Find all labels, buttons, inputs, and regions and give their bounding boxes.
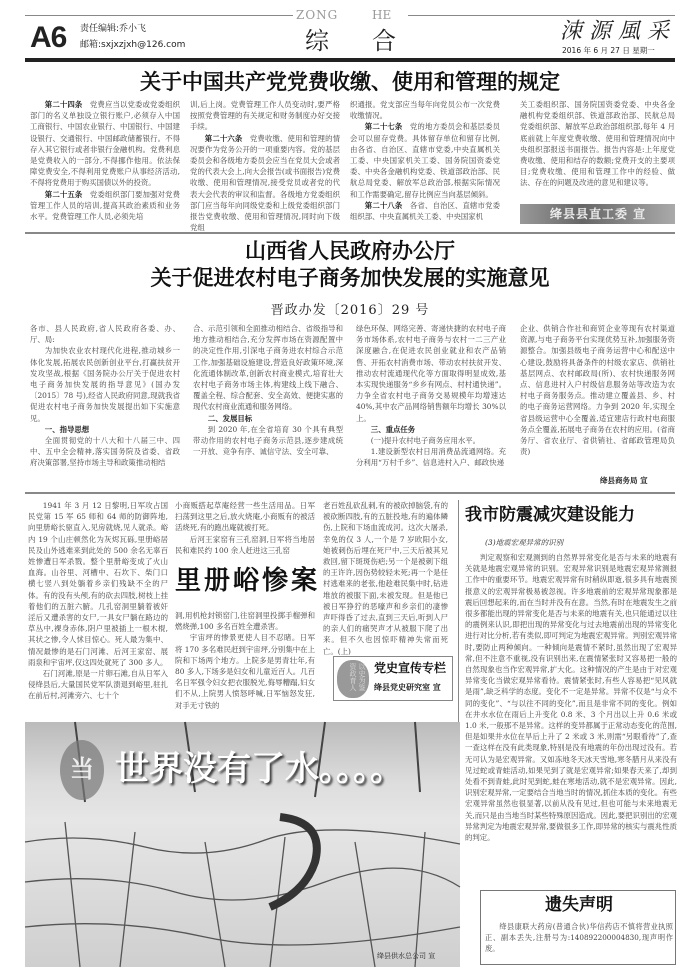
fish-icon [270,817,317,907]
header-rule [25,58,675,62]
article3-title: 里册峪惨案 [175,566,321,596]
pinyin-left: ZONG [296,8,339,22]
ad-slogan-prefix: 当 [70,754,94,783]
header-top-rule [25,15,293,16]
article4-title: 我市防震减灾建设能力 [465,505,635,525]
article1-col-1: 第二十四条 党费应当以党委或党委组织部门的名义单独设立银行账户,必须存入中国工商银行、中国农业银行、中国银行、中国建设银行、交通银行、中国邮政储蓄银行。不得存入其它银行或者非银行金融机构。党费利息是党费收入的一部分,不得挪作他用。依法保障党费安全,不得利用党费账户从事经济活动,不得将党费用于购买国债以外的投资。 第二十五条 党委组织部门要加强对党费管理工作人员的培训,提高其政治素质和业务水平。党费管理工作人员,必须先培 [30,100,180,222]
article1-col-3: 织通报。党支部应当每年向党员公布一次党费收缴情况。 第二十七条 党的地方委员会和基层委员会可以留存党费。具体留存单位和留存比例,由各省、自治区、直辖市党委,中央直属机关工委、中央国家机关工委、国务院国资委党委、中央各金融机构党委、铁道部政治部、民航总局党委、解放军总政治部,根据实际情况和工作需要确定,留存比例应当向基层倾斜。 第二十八条 各省、自治区、直辖市党委组织部、中央直属机关工委、中央国家机 [350,100,500,222]
divider [25,492,675,494]
divider [25,232,675,234]
lost-notice-body: 绛县康联大药房(普通合伙)华信药店不慎将营业执照正、副本丢失,注册号为:140892200004830,现声明作废。 [485,922,673,953]
article3-col-4: 老百姓乱砍乱刺,有的被砍掉脑袋,有的被砍断四肢,有的五脏投地,有的遍体鳞伤,上院和下场血流成河。这次大屠杀,幸免的仅 3 人,一个是 7 岁欧阳小女,她被刺伤后埋在死尸中,三天后被其兄救回,留下斑斑伤疤;另一个是被刺下组的王许许,因伤势较轻未死;再一个是任村逃难来的老张,他趁难民集中时,钻进堆放的被服下面,未被发现。但是他已被日军狰狞的恶嚎声和乡亲们的凄惨声吓得昏了过去,直到三天后,听到人尸的亲人们的痛哭声才从被服下爬了出来。但不久也因惊吓精神失常而死亡。(上) [323,501,448,656]
article4-body: 判定观察和宏观测到的自然界异常变化是否与未来的地震有关就是地震宏观异常的识别。宏观异常识别是地震宏观异常测报工作中的重要环节。地震宏观异常有时稍纵即逝,很多具有地震预报意义的宏观异常极易被忽视。许多地震前的宏观异常现象都是震后回想起来的,而在当时并没有在意。当然,有时在地震发生之前很多都能出现的异常变化是否与未来的地震有关,也只能通过以往的震例来认识,即把出现的异常变化与过去地震前出现的异常变化进行对比分析,若有类似,即可判定为地震宏观异常。判别宏观异常时,要防止两种倾向。一种倾向是震情不紧时,虽然出现了宏观异常,但不注意不重视,没有识别出来,在震情紧张时又容易把一般的自然现象也当作宏观异常,扩大化。这种情况的产生是由于对宏观异常变化当做宏观异常看待。震情紧张时,有些人容易把“见风就是雨”,缺乏科学的态度。变化不一定是异常。异常不仅是“与众不同的变化”、“与以往不同的变化”,而且是非常不同的变化。例如在井水水位在雨后上升变化 0.8 米、3 个月出以上升 0.6 米或 1.0 米,一般那不是异常。这样的变异都属于正常动态变化的范围,但是如果井水位在旱后上升了 2 米或 3 米,则需“另眼看待”了,查一查这样在没有此类现象,特别是没有地震的年份出现过没有。若无可认为是宏观异常。又如冻地冬天冰天雪地,寒冬腊月从来没有见过蛇或青蛙活动,如果见到了就是宏观异常;如果春天来了,却到处看不到青蛙,此时见到蛇,蛙在寒地活动,就不是宏观异常。因此,识别宏观异常,一定要结合当地当时的情况,抓住本质的变化。有些宏观异常虽然也很显著,以前从没有见过,但也可能与未来地震无关,而只是由当地当时某些特殊原因造成。因此,要把识别出的宏观异常判定为地震宏观异常,要做很多工作,即异常的核实与震兆性质的判定。 [465,553,677,843]
pinyin-right: HE [372,8,392,22]
article3-col-3: 洞,用机枪封锁窑门,往窑洞里投掷手榴弹和燃烧弹,100 多名百姓全遭杀害。 宇宙坪的惨景更使人目不忍睹。日军将 170 多名难民赶到宇宙坪,分别集中在上院和下场两个地方。上院多是男青壮年,有 80 多人,下场多是妇女和儿童近百人。几百名日军强令妇女把衣服脱光,侮辱糟蹋,妇女们不从,上院男人愤怒呼喊,日军恼怒发狂,对手无寸铁的 [175,611,315,710]
article2-col-4: 企业、供销合作社和商贸企业等现有农村渠道资源,与电子商务平台实现优势互补,加强服务资源整合。加强县级电子商务运营中心和配送中心建设,鼓励将具备条件的村级农家店、供销社基层网点、农村邮政局(所)、农村快递服务网点、信息进村入户村级信息服务站等改造为农村电子商务服务点。推动建立覆盖县、乡、村的电子商务运营网络。力争到 2020 年,实现全省县级运营中心全覆盖,适宜建店行政村电商服务点全覆盖,拓展电子商务在农村的应用。(省商务厅、省农业厅、省供销社、省邮政管理局负责) [520,324,675,457]
lost-notice-title: 遗失声明 [545,895,613,915]
paper-name: 涑 源 風 采 [560,19,669,44]
issue-date: 2016 年 6 月 27 日 星期一 [562,46,655,55]
editor: 责任编辑:乔小飞 [80,24,147,34]
ad-slogan: 世界没有了水。。。。 [115,749,404,789]
article2-title-line2: 关于促进农村电子商务加快发展的实施意见 [150,265,550,290]
article1-col-4: 关工委组织部、国务院国资委党委、中央各金融机构党委组织部、铁道部政治部、民航总局党委组织部、解放军总政治部组织部,每年 4 月底前就上年度党费收缴、使用和管理情况向中央组织部报送书面报告。报告内容是:上年度党费收缴、使用和结存的数额;党费开支的主要项目;党费收缴、使用和管理工作中的经验、做法、存在的问题及改进的意见和建议等。 [520,100,675,188]
email: 邮箱:sxjxzjxh@126.com [80,40,186,50]
ad-sponsor: 绛县供水总公司 宣 [377,952,436,960]
page-number: A6 [30,21,67,54]
article2-doc-number: 晋政办发〔2016〕29 号 [270,303,430,318]
section-title-right: 合 [372,27,396,55]
article2-col-3: 绿色环保、网络完善、寄递快捷的农村电子商务市场体系,农村电子商务与农村一二三产业深度融合,在促进农民创业就业和农产品销售、开拓农村消费市场、带动农村扶贫开发、推动农村流通现代化等方面取得明显成效,基本实现快递服务“乡乡有网点、村村通快递”。力争全省农村电子商务交易规模年均增速达 40%,其中农产品网络销售额年均增长 30%以上。 三、重点任务 (一)提升农村电子商务应用水平。 1.建设新型农村日用消费品流通网络。充分利用“万村千乡”、信息进村入户、邮政快递 [356,324,506,468]
lost-notice-box [480,890,676,965]
column-source: 绛县党史研究室 宣 [374,683,441,692]
article1-col-2: 训,后上岗。党费管理工作人员变动时,要严格按照党费管理的有关规定和财务制度办好交接手续。 第二十六条 党费收缴、使用和管理的情况要作为党务公开的一项重要内容。党的基层委员会和各级地方委员会应当在党员大会或者党的代表大会上,向大会报告(或书面报告)党费收缴、使用和管理情况,接受党员或者党的代表大会代表的审议和监督。各级地方党委组织部门应当每年向同级党委和上级党委组织部门报告党费收缴、使用和管理情况,同时向下级党组 [190,100,340,233]
article2-col-1: 各市、县人民政府,省人民政府各委、办、厅、局: 为加快农业农村现代化进程,推动城乡一体化发展,拓展农民创新创业平台,打赢扶贫开发攻坚战,根据《国务院办公厅关于促进农村电子商务加快发展的指导意见》(国办发〔2015〕78 号),经省人民政府同意,现就我省促进农村电子商务加快发展提出如下实施意见。 一、指导思想 全面贯彻党的十八大和十八届三中、四中、五中全会精神,落实国务院及省委、省政府决策部署,坚持市场主导和政策推动相结 [30,324,180,468]
column-title: 党史宣传专栏 [374,661,447,675]
article1-title: 关于中国共产党党费收缴、使用和管理的规定 [140,70,560,94]
article1-credit-banner: 绛县县直工委 宣 [520,204,675,224]
seal-icon: 以史为鉴 资政育人 [337,660,369,698]
article2-credit: 绛县商务局 宣 [600,476,648,485]
water-ad-image [25,722,460,967]
header-top-rule [408,15,675,16]
party-history-column-box [333,656,453,701]
article3-col-2: 小商贩搭起草庵经营一些生活用品。日军扫荡到这里之后,放火烧庵,小商贩有的被活活烧死,有的跑出庵就被打死。 后河王家窑有三孔窑洞,日军将当地居民和难民约 100 余人赶进这三孔窑 [175,501,315,555]
article3-col-1: 1941 年 3 月 12 日黎明,日军攻占国民党第 15 军 65 师和 64 师的防御阵地,向里册峪长驱直入,见房就烧,见人就杀。峪内 19 个山庄顿然化为灰烬瓦砾,里册峪居民及山外逃难来到此处的 500 余名无辜百姓惨遭日军杀戮。整个里册峪变成了火山血海。山谷里、河槽中、石坎下、柴门口横七竖八到处躺着乡亲们残缺不全的尸体。有的没有头颅,有的砍去四肢,树枝上挂着他们的五脏六腑。几孔窑洞里躺着被奸淫后又遭杀害的女尸,一具女尸躺在路边的草丛中,裸身赤体,阴户里被插上一根木棍,其状之惨,令人怵目惊心。死人最为集中、情况最惨的是石门河滩、后河王家窑、展雨泉和宇宙坪,仅这四处就死了 300 多人。 石门河滩,原是一片卵石滩,自从日军入侵绛县后,大量国民党军队溃退到峪里,驻扎在前后村,河滩旁六、七十个 [28,501,168,701]
article2-title-line1: 山西省人民政府办公厅 [245,238,455,263]
section-title-left: 综 [305,27,329,55]
article2-col-2: 合、示范引领和全面推动相结合、省级指导和地方推动相结合,充分发挥市场在资源配置中的决定性作用,引深电子商务进农村综合示范工作,加强基础设施建设,营造良好政策环境,深化流通体制改革,创新农村商业模式,培育壮大农村电子商务市场主体,构建线上线下融合、覆盖全程、综合配套、安全高效、便捷实惠的现代农村商业流通和服务网络。 二、发展目标 到 2020 年,在全省培育 30 个具有典型带动作用的农村电子商务示范县,逐步建成统一开放、竞争有序、诚信守法、安全可靠、 [193,324,343,457]
article4-subtitle: (3)地震宏观异常的识别 [485,538,564,547]
